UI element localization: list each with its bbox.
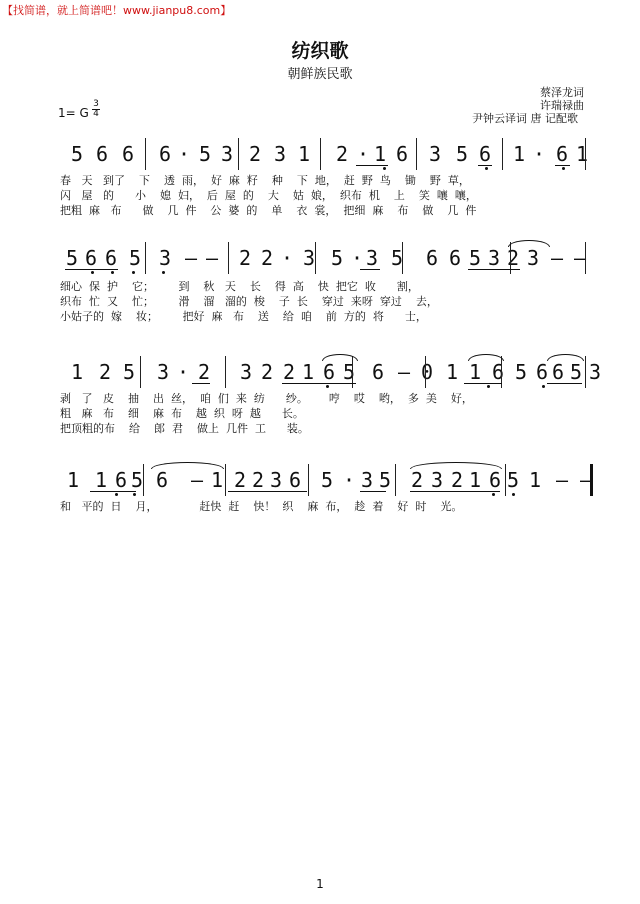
note: 5 (130, 468, 144, 492)
lyric-verse-3: 把顶粗的布 给 郎 君 做上 几件 工 装。 (60, 422, 309, 435)
duration-underline (282, 383, 356, 384)
octave-dot (492, 493, 495, 496)
duration-underline (555, 165, 570, 166)
note: 1 (66, 468, 80, 492)
note: 6 (84, 246, 98, 270)
lyric-verse-1: 细心 保 护 它； 到 秋 天 长 得 高 快 把它 收 割， (60, 280, 419, 293)
barline (225, 356, 226, 388)
note: 1 (301, 360, 315, 384)
note: 1 (468, 468, 482, 492)
page-number: 1 (316, 877, 324, 891)
lyricist-credit: 蔡泽龙词 (540, 86, 584, 99)
note: 6 (395, 142, 409, 166)
duration-underline (464, 383, 502, 384)
note: 5 (70, 142, 84, 166)
note: 5 (455, 142, 469, 166)
octave-dot (542, 385, 545, 388)
note: 3 (273, 142, 287, 166)
duration-underline (478, 165, 492, 166)
tie-arc (547, 354, 584, 361)
octave-dot (132, 271, 135, 274)
barline (505, 464, 506, 496)
octave-dot (562, 167, 565, 170)
note: 5 (330, 246, 344, 270)
barline (145, 242, 146, 274)
note: 2 (260, 360, 274, 384)
dot-mark: · (176, 360, 190, 384)
tie-arc (468, 354, 504, 361)
duration-underline (360, 269, 380, 270)
dot-mark: · (356, 142, 370, 166)
octave-dot (512, 493, 515, 496)
barline (502, 138, 503, 170)
octave-dot (326, 385, 329, 388)
barline (145, 138, 146, 170)
note: 6 (104, 246, 118, 270)
song-title: 纺织歌 (291, 40, 349, 62)
duration-underline (468, 269, 520, 270)
note: 1 (468, 360, 482, 384)
lyric-verse-1: 剥 了 皮 抽 出 丝， 咱 们 来 纺 纱。 哼 哎 哟， 多 美 好， (60, 392, 473, 405)
lyric-verse-2: 粗 麻 布 细 麻 布 越 织 呀 越 长。 (60, 407, 304, 420)
barline (320, 138, 321, 170)
note: 5 (468, 246, 482, 270)
notes-row (60, 136, 590, 172)
duration-underline (228, 491, 307, 492)
note: 6 (155, 468, 169, 492)
duration-underline (547, 383, 582, 384)
note: 3 (239, 360, 253, 384)
note: 3 (158, 246, 172, 270)
octave-dot (111, 271, 114, 274)
octave-dot (487, 385, 490, 388)
tie-arc (508, 240, 550, 247)
note: 3 (269, 468, 283, 492)
dash-note: – (573, 246, 587, 270)
note: 3 (430, 468, 444, 492)
note: 1 (297, 142, 311, 166)
lyric-verse-3: 小姑子的 嫁 妆； 把好 麻 布 送 给 咱 前 方的 将 士， (60, 310, 427, 323)
site-banner: 【找简谱，就上简谱吧！www.jianpu8.com】 (2, 4, 232, 17)
note: 3 (365, 246, 379, 270)
note: 2 (197, 360, 211, 384)
dash-note: – (190, 468, 204, 492)
note: 3 (220, 142, 234, 166)
tie-arc (410, 462, 502, 469)
lyric-verse-1: 和 平的 日 月， 赶快 赶 快！ 织 麻 布， 趁 着 好 时 光。 (60, 500, 463, 513)
note: 6 (491, 360, 505, 384)
note: 2 (282, 360, 296, 384)
dot-mark: · (280, 246, 294, 270)
dot-mark: · (342, 468, 356, 492)
tie-arc (322, 354, 358, 361)
note: 5 (198, 142, 212, 166)
barline (143, 464, 144, 496)
barline (315, 242, 316, 274)
note: 5 (569, 360, 583, 384)
note: 6 (121, 142, 135, 166)
note: 5 (122, 360, 136, 384)
note: 2 (506, 246, 520, 270)
time-signature-bottom: 4 (93, 109, 99, 119)
dash-note: – (579, 468, 593, 492)
note: 6 (551, 360, 565, 384)
note: 1 (528, 468, 542, 492)
note: 3 (156, 360, 170, 384)
dash-note: – (205, 246, 219, 270)
duration-underline (410, 491, 500, 492)
notes-row (60, 354, 602, 390)
note: 1 (575, 142, 589, 166)
duration-underline (360, 491, 386, 492)
barline (395, 464, 396, 496)
note: 2 (335, 142, 349, 166)
note: 3 (302, 246, 316, 270)
note: 1 (445, 360, 459, 384)
note: 5 (390, 246, 404, 270)
barline (140, 356, 141, 388)
note: 1 (70, 360, 84, 384)
barline (308, 464, 309, 496)
note: 1 (373, 142, 387, 166)
note: 6 (114, 468, 128, 492)
note: 6 (535, 360, 549, 384)
note: 5 (342, 360, 356, 384)
note: 6 (488, 468, 502, 492)
duration-underline (356, 165, 388, 166)
note: 2 (260, 246, 274, 270)
octave-dot (383, 167, 386, 170)
note: 6 (95, 142, 109, 166)
lyric-verse-2: 织布 忙 又 忙； 滑 溜 溜的 梭 子 长 穿过 来呀 穿过 去， (60, 295, 438, 308)
note: 5 (128, 246, 142, 270)
note: 5 (65, 246, 79, 270)
duration-underline (65, 269, 118, 270)
time-signature (92, 100, 100, 119)
octave-dot (162, 271, 165, 274)
translation-credit: 尹钟云译词 唐 记配歌 (472, 112, 578, 125)
final-barline (590, 464, 593, 496)
notes-row (60, 462, 593, 498)
note: 6 (288, 468, 302, 492)
note: 6 (371, 360, 385, 384)
song-subtitle: 朝鲜族民歌 (287, 67, 353, 82)
note: 5 (514, 360, 528, 384)
note: 5 (506, 468, 520, 492)
barline (402, 242, 403, 274)
barline (585, 138, 586, 170)
lyric-verse-1: 春 天 到了 下 透 雨， 好 麻 籽 种 下 地， 赶 野 鸟 锄 野 草， (60, 174, 470, 187)
dot-mark: · (350, 246, 364, 270)
lyric-verse-2: 闪 屋 的 小 媳 妇， 后 屋 的 大 姑 娘， 织布 机 上 笑 嚷 嚷， (60, 189, 477, 202)
dot-mark: · (177, 142, 191, 166)
note: 2 (450, 468, 464, 492)
note: 2 (410, 468, 424, 492)
note: 1 (512, 142, 526, 166)
duration-underline (192, 383, 210, 384)
octave-dot (133, 493, 136, 496)
barline (416, 138, 417, 170)
note: 3 (428, 142, 442, 166)
note: 6 (478, 142, 492, 166)
note: 6 (158, 142, 172, 166)
octave-dot (115, 493, 118, 496)
note: 2 (238, 246, 252, 270)
note: 6 (448, 246, 462, 270)
dash-note: – (550, 246, 564, 270)
barline (425, 356, 426, 388)
barline (585, 356, 586, 388)
note: 2 (251, 468, 265, 492)
dash-note: – (184, 246, 198, 270)
composer-credit: 许瑞禄曲 (540, 99, 584, 112)
dash-note: – (555, 468, 569, 492)
note: 6 (555, 142, 569, 166)
dash-note: – (397, 360, 411, 384)
note: 3 (588, 360, 602, 384)
note: 0 (420, 360, 434, 384)
note: 3 (487, 246, 501, 270)
octave-dot (485, 167, 488, 170)
note: 3 (526, 246, 540, 270)
barline (228, 242, 229, 274)
notes-row (60, 240, 590, 276)
lyric-verse-3: 把粗 麻 布 做 几 件 公 婆 的 单 衣 裳， 把细 麻 布 做 几 件 (60, 204, 477, 217)
barline (585, 242, 586, 274)
note: 1 (94, 468, 108, 492)
note: 6 (322, 360, 336, 384)
key-signature: 1= G (58, 106, 89, 120)
barline (225, 464, 226, 496)
dot-mark: · (532, 142, 546, 166)
note: 5 (320, 468, 334, 492)
note: 2 (248, 142, 262, 166)
time-signature-top: 3 (93, 99, 99, 109)
note: 1 (210, 468, 224, 492)
note: 5 (378, 468, 392, 492)
note: 3 (360, 468, 374, 492)
tie-arc (151, 462, 224, 469)
note: 2 (233, 468, 247, 492)
note: 6 (425, 246, 439, 270)
note: 2 (98, 360, 112, 384)
duration-underline (90, 491, 136, 492)
barline (238, 138, 239, 170)
octave-dot (91, 271, 94, 274)
